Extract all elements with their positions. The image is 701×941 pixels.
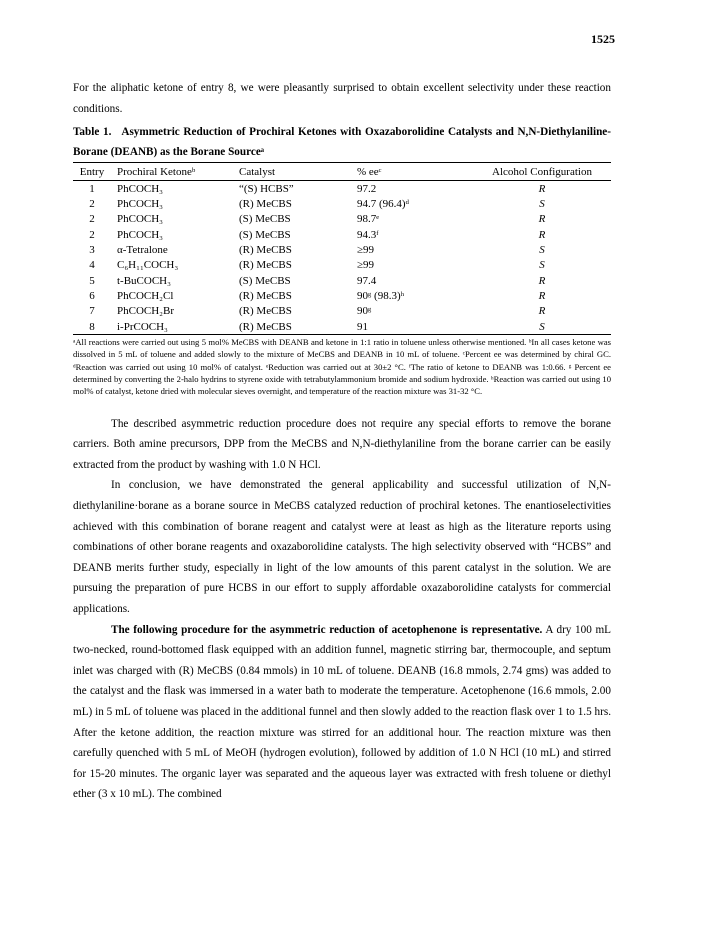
page-content [73,78,611,805]
cell-ketone: C₆H₁₁COCH₃ [117,259,179,272]
cell-configuration: R [538,305,546,318]
procedure-text: A dry 100 mL two-necked, round-bottomed flask equipped with an addition funnel, magnetic stirring bar, thermocouple, and septum inlet was charged with (R) MeCBS (0.84 mmols) in 10 mL of toluene. DEANB (16.8 mmols, 2.74 gms) was added to the catalyst and the flask was immersed in a water bath to moderate the temperature. Acetophenone (16.6 mmols, 2.00 mL) in 5 mL of toluene was placed in the additional funnel and then slowly added to the reaction flask over 1 to 1.5 hrs. After the ketone addition, the reaction mixture was stirred for an additional hour. The reaction mixture was then carefully quenched with 5 mL of MeOH (hydrogen evolution), followed by addition of 1.0 N HCl (10 mL) and stirred for 15-20 minutes. The organic layer was separated and the aqueous layer was extracted with fresh toluene or diethyl ether (3 x 10 mL). The combined [73,623,611,801]
cell-ee: 90ᵍ (98.3)ʰ [357,289,405,302]
cell-catalyst: (R) MeCBS [239,289,292,302]
cell-entry: 2 [89,198,95,211]
table-row [73,258,611,273]
cell-configuration: S [539,259,545,272]
cell-ee: ≥99 [357,244,375,257]
cell-ketone: PhCOCH₂Cl [117,289,174,302]
cell-ee: 97.4 [357,274,377,287]
cell-ketone: PhCOCH₃ [117,198,164,211]
cell-entry: 6 [89,289,95,302]
cell-ketone: i-PrCOCH₃ [117,320,168,333]
cell-configuration: R [538,228,546,241]
header-ee: % eeᶜ [357,166,382,179]
cell-ketone: t-BuCOCH₃ [117,274,171,287]
page-number: 1525 [591,32,615,46]
header-catalyst: Catalyst [239,166,276,179]
procedure-paragraph [73,620,611,805]
cell-configuration: S [539,320,545,333]
cell-ketone: PhCOCH₂Br [117,305,175,318]
cell-entry: 3 [89,244,95,257]
cell-configuration: S [539,198,545,211]
cell-catalyst: “(S) HCBS” [239,182,294,195]
table-row [73,181,611,197]
table-row [73,319,611,335]
table-row [73,273,611,288]
table-footnotes: ᵃAll reactions were carried out using 5 mol% MeCBS with DEANB and ketone in 1:1 ratio in toluene unless otherwise mentioned. ᵇIn all cases ketone was dissolved in 5 mL of toluene and added slowly to the mixture of MeCBS and DEANB in 10 mL of toluene. ᶜPercent ee was determined by chiral GC. ᵈReaction was carried out using 10 mol% of catalyst. ᵉReduction was carried out at 30±2 °C. ᶠThe ratio of ketone to DEANB was 1:0.66. ᵍ Percent ee determined by converting the 2-halo hydrins to styrene oxide with tetrabutylammonium bromide and sodium hydroxide. ʰReaction was carried out using 10 mol% of catalyst, ketone dried with molecular sieves overnight, and temperature of the reaction mixture was 31-32 °C. [73,337,611,397]
cell-catalyst: (R) MeCBS [239,320,292,333]
table-caption [73,122,611,162]
cell-ee: 94.7 (96.4)ᵈ [357,198,409,211]
cell-entry: 5 [89,274,95,287]
body-paragraph: In conclusion, we have demonstrated the general applicability and successful utilization of N,N-diethylaniline·borane as a borane source in MeCBS catalyzed reduction of prochiral ketones. The enantioselectivities achieved with this combination of borane reagent and catalyst were at least as high as the literature reports using combinations of other borane reagents and oxazaborolidine catalysts. The high selectivity observed with “HCBS” and DEANB merits further study, especially in light of the low amounts of this parent catalyst in the solution. We are pursuing the preparation of pure HCBS in our effort to supply affordable oxazaborolidine catalysts for commercial applications. [73,479,611,615]
cell-configuration: R [538,182,546,195]
table-caption-text: Asymmetric Reduction of Prochiral Ketones with Oxazaborolidine Catalysts and N,N-Diethylaniline-Borane (DEANB) as the Borane Sourceᵃ [73,126,611,159]
table-row [73,304,611,319]
body-paragraph: The described asymmetric reduction procedure does not require any special efforts to remove the borane carriers. Both amine precursors, DPP from the MeCBS and N,N-diethylaniline from the borane carrier can be easily extracted from the product by washing with 1.0 N HCl. [73,417,611,471]
cell-catalyst: (S) MeCBS [239,213,291,226]
cell-ee: 90ᵍ [357,305,372,318]
header-entry: Entry [79,166,105,179]
intro-paragraph: For the aliphatic ketone of entry 8, we were pleasantly surprised to obtain excellent selectivity under these reaction conditions. [73,82,611,115]
cell-catalyst: (S) MeCBS [239,228,291,241]
cell-ee: 94.3ᶠ [357,228,379,241]
results-table [73,162,611,335]
cell-configuration: R [538,213,546,226]
cell-ketone: PhCOCH₃ [117,213,164,226]
cell-entry: 8 [89,320,95,333]
table-row [73,196,611,211]
cell-catalyst: (R) MeCBS [239,198,292,211]
cell-entry: 7 [89,305,95,318]
header-ketone: Prochiral Ketoneᵇ [117,166,196,179]
cell-configuration: R [538,274,546,287]
table-row [73,227,611,242]
cell-entry: 2 [89,228,95,241]
cell-ee: 91 [357,320,368,333]
table-header-row [73,163,611,181]
table-label: Table 1. [73,126,112,139]
cell-entry: 2 [89,213,95,226]
cell-configuration: R [538,289,546,302]
cell-catalyst: (S) MeCBS [239,274,291,287]
cell-ee: 97.2 [357,182,377,195]
header-configuration: Alcohol Configuration [492,166,592,179]
table-row [73,288,611,303]
table-row [73,242,611,257]
cell-catalyst: (R) MeCBS [239,244,292,257]
procedure-heading: The following procedure for the asymmetric reduction of acetophenone is representative. [111,623,543,636]
cell-configuration: S [539,244,545,257]
cell-ketone: PhCOCH₃ [117,182,164,195]
cell-entry: 4 [89,259,95,272]
cell-entry: 1 [89,182,95,195]
cell-ketone: PhCOCH₃ [117,228,164,241]
cell-ketone: α-Tetralone [117,244,168,257]
table-row [73,212,611,227]
cell-catalyst: (R) MeCBS [239,259,292,272]
cell-ee: ≥99 [357,259,375,272]
cell-ee: 98.7ᵉ [357,213,380,226]
cell-catalyst: (R) MeCBS [239,305,292,318]
